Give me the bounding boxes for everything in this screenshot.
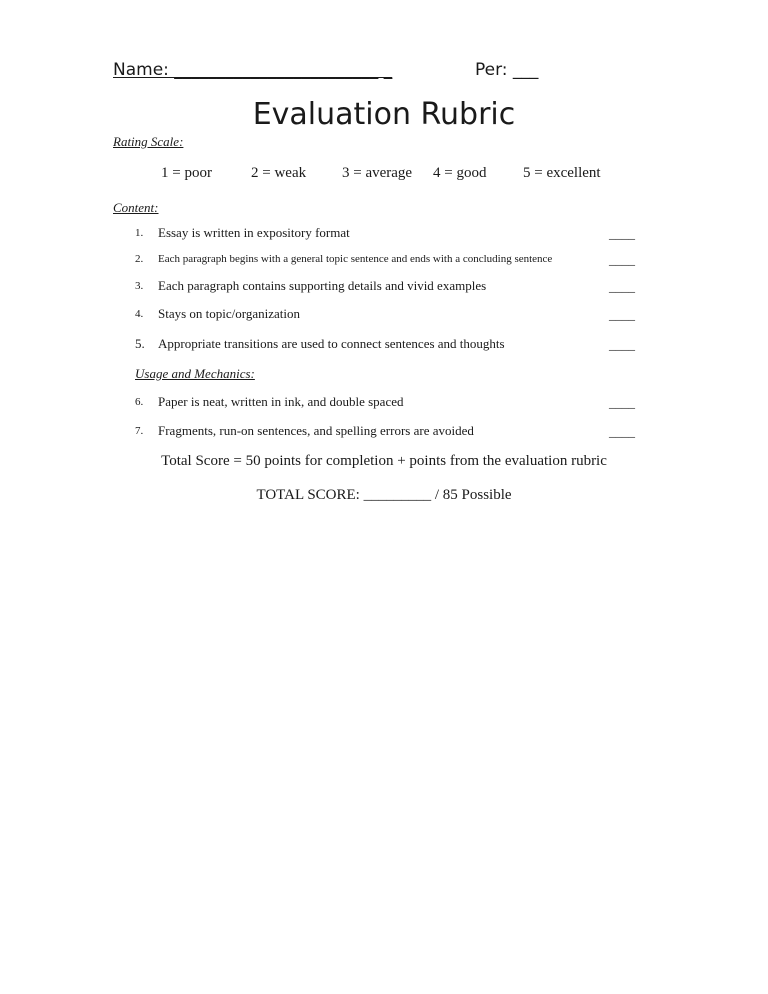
rubric-item (0, 305, 768, 325)
rubric-item (0, 224, 768, 244)
rubric-item (0, 335, 768, 355)
rubric-item (0, 277, 768, 297)
item-text: Essay is written in expository format (158, 225, 350, 240)
scale-item-2: 2 = weak (251, 165, 307, 181)
rubric-item (0, 250, 768, 270)
score-blank: ____ (609, 226, 635, 241)
name-per-line (113, 60, 539, 80)
page-title: Evaluation Rubric (252, 97, 516, 132)
score-note: Total Score = 50 points for completion + points from the evaluation rubric (161, 453, 607, 469)
item-text: Appropriate transitions are used to connect sentences and thoughts (158, 336, 505, 351)
item-number: 6. (135, 396, 144, 408)
score-blank: ____ (609, 307, 635, 322)
score-blank: ____ (609, 279, 635, 294)
name-field-label: Name: ________________________ _ (113, 60, 393, 80)
score-blank: ____ (609, 424, 635, 439)
item-text: Stays on topic/organization (158, 306, 301, 321)
total-score-line: TOTAL SCORE: _________ / 85 Possible (256, 487, 512, 503)
usage-mechanics-heading: Usage and Mechanics: (135, 366, 255, 381)
item-text: Fragments, run-on sentences, and spelling errors are avoided (158, 423, 474, 438)
rubric-item (0, 422, 768, 442)
score-blank: ____ (609, 337, 635, 352)
item-text: Each paragraph contains supporting details and vivid examples (158, 278, 487, 293)
item-text: Paper is neat, written in ink, and double spaced (158, 394, 404, 409)
item-number: 4. (135, 308, 144, 320)
item-number: 7. (135, 425, 144, 437)
scale-item-4: 4 = good (433, 165, 487, 181)
item-number: 3. (135, 280, 144, 292)
scale-item-3: 3 = average (342, 165, 413, 181)
rating-scale-heading: Rating Scale: (113, 134, 184, 149)
score-blank: ____ (609, 395, 635, 410)
scale-item-5: 5 = excellent (523, 165, 601, 181)
item-number: 2. (135, 253, 144, 265)
item-number: 1. (135, 227, 144, 239)
scale-item-1: 1 = poor (161, 165, 212, 181)
period-field-label: Per: ___ (475, 60, 539, 80)
content-heading: Content: (113, 200, 159, 215)
score-blank: ____ (609, 252, 635, 267)
item-number: 5. (135, 336, 145, 351)
rubric-item (0, 393, 768, 413)
item-text: Each paragraph begins with a general topic sentence and ends with a concluding sentence (158, 253, 553, 265)
